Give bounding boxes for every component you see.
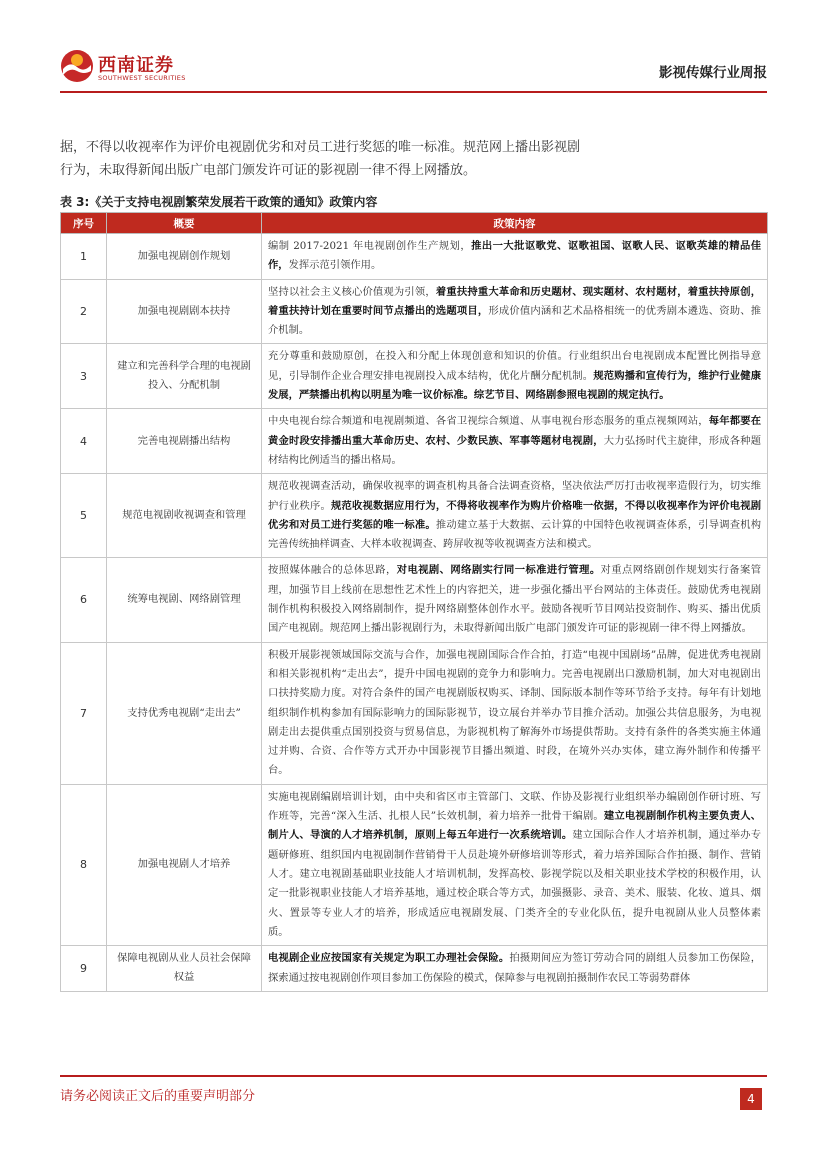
row-policy-content <box>262 642 768 784</box>
emphasized-text: 每年都要在黄金时段安排播出重大革命历史、农村、少数民族、军事等题材电视剧， <box>268 415 762 447</box>
page-header <box>60 45 767 90</box>
table-row <box>61 474 768 558</box>
content-text: 坚持以社会主义核心价值观为引领， <box>268 285 436 298</box>
row-policy-content <box>262 234 768 280</box>
content-text: 编制 2017-2021 年电视剧创作生产规划， <box>268 240 472 252</box>
intro-line: 行为，未取得新闻出版广电部门颁发许可证的影视剧一律不得上网播放。 <box>60 163 477 178</box>
row-number: 4 <box>61 409 107 474</box>
footer-divider <box>60 1075 767 1077</box>
table-body <box>61 234 768 992</box>
table-row <box>61 642 768 784</box>
intro-paragraph <box>60 136 700 182</box>
disclaimer-note: 请务必阅读正文后的重要声明部分 <box>60 1089 256 1104</box>
row-summary: 统筹电视剧、网络剧管理 <box>107 558 262 642</box>
table-row <box>61 409 768 474</box>
row-summary: 加强电视剧创作规划 <box>107 234 262 280</box>
row-summary: 建立和完善科学合理的电视剧投入、分配机制 <box>107 344 262 409</box>
row-summary: 加强电视剧人才培养 <box>107 784 262 945</box>
row-number: 2 <box>61 279 107 344</box>
row-policy-content <box>262 946 768 992</box>
row-policy-content <box>262 409 768 474</box>
content-text: 积极开展影视领域国际交流与合作，加强电视剧国际合作合拍，打造“电视中国剧场”品牌，促进优秀电视剧和相关影视机构“走出去”，提升中国电视剧的竞争力和影响力。完善电视剧出口激励机制，加大对电视剧出口扶持奖励力度。对符合条件的国产电视剧版权购买、译制、国际版本制作等环节给予支持。每年有计划地组织制作机构参加有国际影响力的国际影视节，设立展台并举办节目推介活动。加强公共信息服务，为电视剧走出去提供重点国别投资与贸易信息，为影视机构了解海外市场提供帮助。支持有条件的各类实施主体通过并购、合资、合作等方式开办中国影视节目播出频道、时段，在境外兴办实体，建立海外制作和传播平台。 <box>268 648 761 777</box>
sun-wave-logo-icon <box>60 49 94 83</box>
policy-table <box>60 212 768 992</box>
header-divider <box>60 91 767 93</box>
brand-name-cn: 西南证券 <box>98 55 174 76</box>
emphasized-text: 推出一大批讴歌党、讴歌祖国、讴歌人民、讴歌英雄的精品佳作， <box>268 240 762 272</box>
row-number: 3 <box>61 344 107 409</box>
content-text: 对重点网络剧创作规划实行备案管理，加强节目上线前在思想性艺术性上的内容把关，进一步强化播出平台网站的主体责任。鼓励优秀电视剧制作机构积极投入网络剧制作，提升网络剧整体创作水平。鼓励各视听节目网站投资制作、购买、播出优质国产电视剧。规范网上播出影视剧行为，未取得新闻出版广电部门颁发许可证的影视剧一律不得上网播放。 <box>268 564 762 635</box>
row-policy-content <box>262 784 768 945</box>
row-policy-content <box>262 279 768 344</box>
table-caption: 表 3:《关于支持电视剧繁荣发展若干政策的通知》政策内容 <box>60 195 378 209</box>
row-summary: 保障电视剧从业人员社会保障权益 <box>107 946 262 992</box>
column-header-no: 序号 <box>61 213 107 234</box>
row-number: 7 <box>61 642 107 784</box>
content-text: 规范收视调查活动，确保收视率的调查机构具备合法调查资格，坚决依法严厉打击收视率造假行为，切实维护行业秩序。 <box>268 480 761 512</box>
table-row <box>61 946 768 992</box>
content-text: 中央电视台综合频道和电视剧频道、各省卫视综合频道、从事电视台形态服务的重点视频网站， <box>268 415 709 428</box>
table-row <box>61 279 768 344</box>
table-row <box>61 784 768 945</box>
row-number: 6 <box>61 558 107 642</box>
content-text: 实施电视剧编剧培训计划，由中央和省区市主管部门、文联、作协及影视行业组织举办编剧创作研讨班、写作班等，完善“深入生活、扎根人民”长效机制，着力培养一批骨干编剧。 <box>268 790 761 823</box>
content-text: 发挥示范引领作用。 <box>288 259 382 272</box>
emphasized-text: 建立电视剧制作机构主要负责人、制片人、导演的人才培养机制，原则上每五年进行一次系统培训。 <box>268 810 761 842</box>
report-type-title: 影视传媒行业周报 <box>659 65 767 81</box>
brand-name-en: SOUTHWEST SECURITIES <box>98 74 186 82</box>
row-summary: 加强电视剧剧本扶持 <box>107 279 262 344</box>
emphasized-text: 规范购播和宣传行为，维护行业健康发展，严禁播出机构以明星为唯一议价标准。综艺节目、网络剧参照电视剧的规定执行。 <box>268 369 762 402</box>
intro-line: 据，不得以收视率作为评价电视剧优劣和对员工进行奖惩的唯一标准。规范网上播出影视剧 <box>60 140 581 155</box>
row-policy-content <box>262 558 768 642</box>
emphasized-text: 电视剧企业应按国家有关规定为职工办理社会保险。 <box>268 952 510 965</box>
column-header-summary: 概要 <box>107 213 262 234</box>
table-row <box>61 234 768 280</box>
page-number: 4 <box>740 1088 762 1110</box>
column-header-content: 政策内容 <box>262 213 768 234</box>
content-text: 充分尊重和鼓励原创，在投入和分配上体现创意和知识的价值。行业组织出台电视剧成本配置比例指导意见，引导制作企业合理安排电视剧投入成本结构，优化片酬分配机制。 <box>268 350 761 382</box>
emphasized-text: 着重扶持重大革命和历史题材、现实题材、农村题材，着重扶持原创，着重扶持计划在重要时间节点播出的选题项目， <box>268 285 762 317</box>
table-header-row <box>61 213 768 234</box>
emphasized-text: 对电视剧、网络剧实行同一标准进行管理。 <box>396 564 601 577</box>
emphasized-text: 规范收视数据应用行为，不得将收视率作为购片价格唯一依据，不得以收视率作为评价电视剧优劣和对员工进行奖惩的唯一标准。 <box>268 499 762 531</box>
content-text: 大力弘扬时代主旋律，形成各种题材结构比例适当的播出格局。 <box>268 434 762 466</box>
content-text: 建立国际合作人才培养机制，通过举办专题研修班、组织国内电视剧制作营销骨干人员赴境外研修培训等形式，着力培养国际合作拍摄、制作、营销人才。建立电视剧基础职业技能人才培训机制，发挥高校、影视学院以及相关职业技术学校的积极作用，认定一批影视职业技能人才培养基地，通过校企联合等方式，加强摄影、录音、美术、服装、化妆、道具、烟火、置景等专业人才的培养，形成适应电视剧发展、门类齐全的专业化队伍，提升电视剧从业人员整体素质。 <box>268 829 761 938</box>
content-text: 拍摄期间应为签订劳动合同的剧组人员参加工伤保险，探索通过按电视剧创作项目参加工伤保险的模式，保障参与电视剧拍摄制作农民工等弱势群体 <box>268 952 761 984</box>
row-number: 1 <box>61 234 107 280</box>
content-text: 形成价值内涵和艺术品格相统一的优秀剧本遴选、资助、推介机制。 <box>268 304 762 337</box>
table-row <box>61 344 768 409</box>
row-number: 9 <box>61 946 107 992</box>
row-summary: 支持优秀电视剧“走出去” <box>107 642 262 784</box>
row-policy-content <box>262 474 768 558</box>
content-text: 按照媒体融合的总体思路， <box>268 564 397 577</box>
row-number: 5 <box>61 474 107 558</box>
row-summary: 规范电视剧收视调查和管理 <box>107 474 262 558</box>
row-number: 8 <box>61 784 107 945</box>
row-summary: 完善电视剧播出结构 <box>107 409 262 474</box>
content-text: 推动建立基于大数据、云计算的中国特色收视调查体系，引导调查机构完善传统抽样调查、大样本收视调查、跨屏收视等收视调查方法和模式。 <box>268 518 762 551</box>
table-row <box>61 558 768 642</box>
row-policy-content <box>262 344 768 409</box>
